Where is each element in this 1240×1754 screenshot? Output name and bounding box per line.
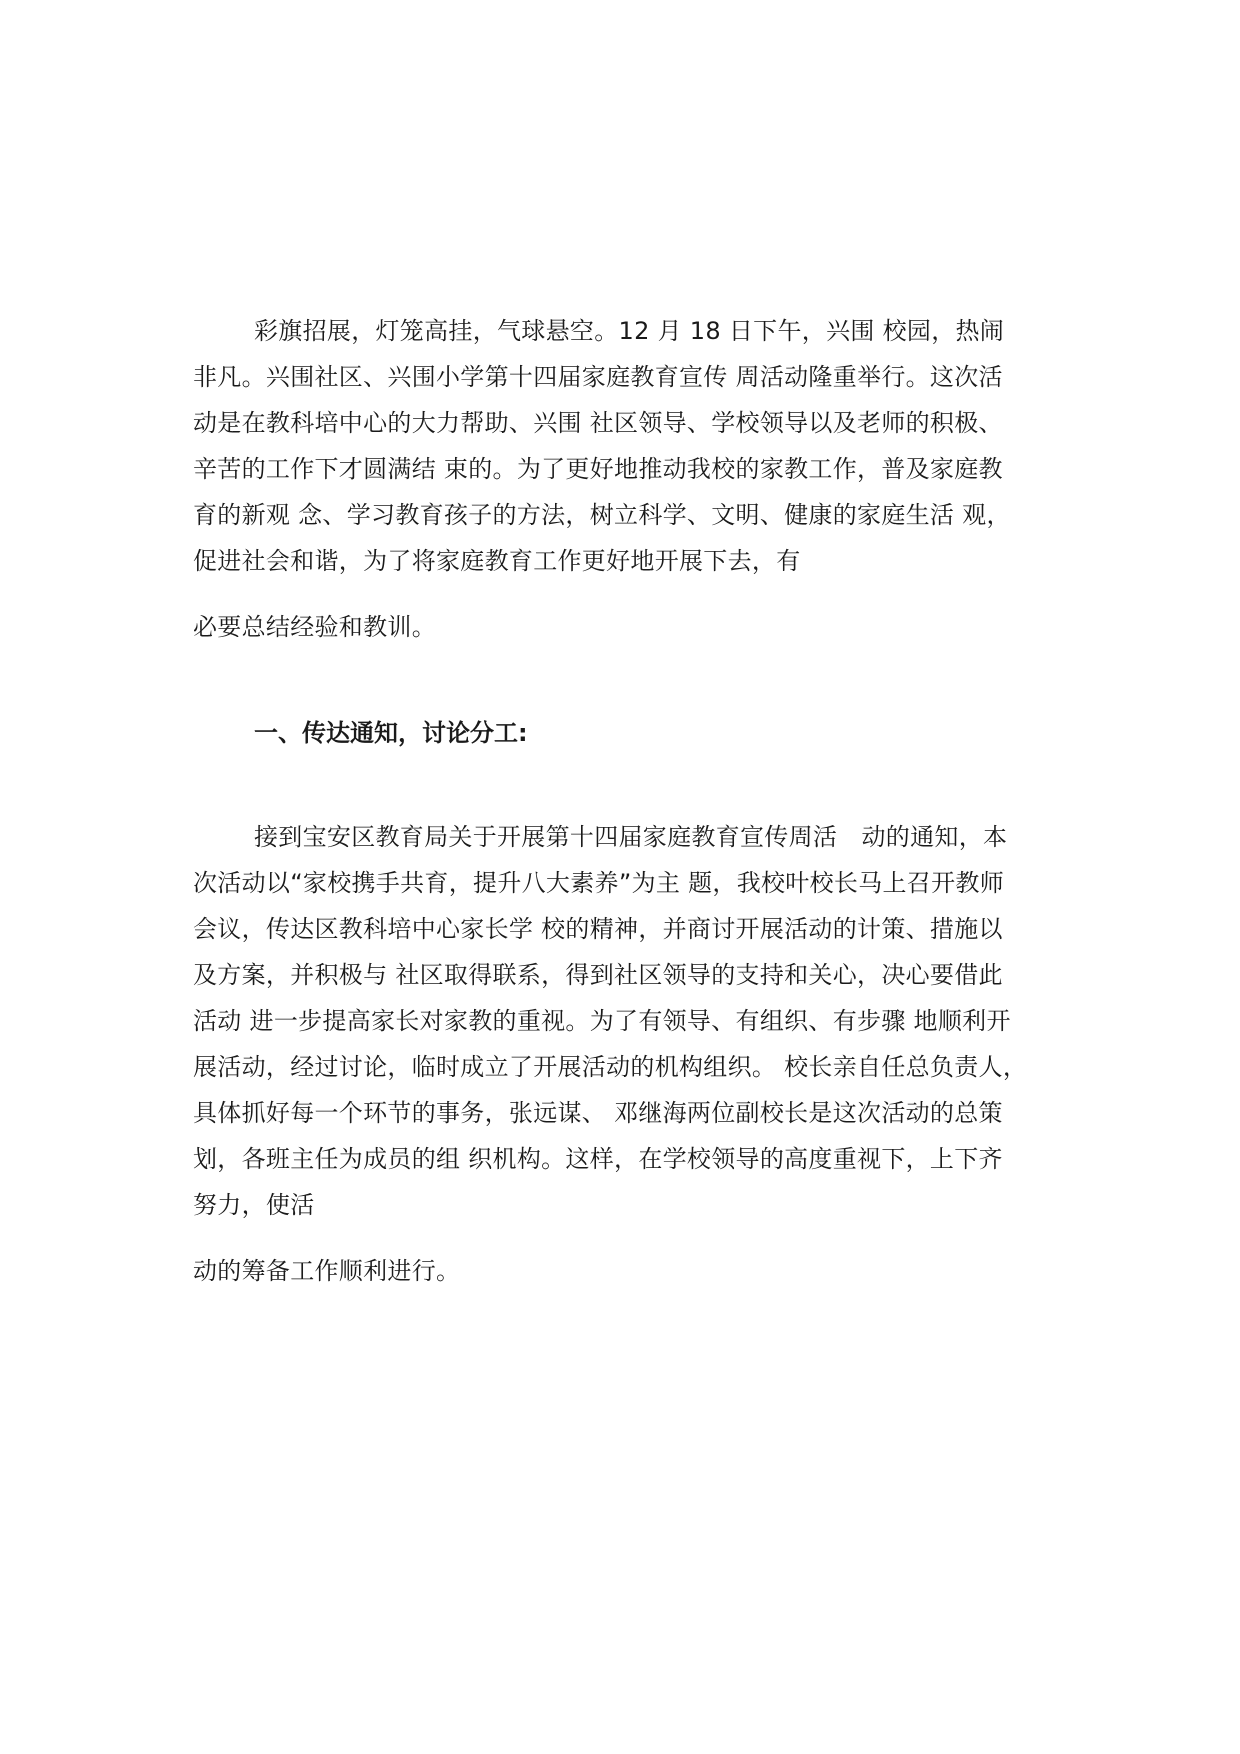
paragraph-1-line-5: 育的新观 念、学习教育孩子的方法，树立科学、文明、健康的家庭生活 观， — [193, 501, 1011, 529]
paragraph-1-line-2: 非凡。兴围社区、兴围小学第十四届家庭教育宣传 周活动隆重举行。这次活 — [193, 363, 1003, 391]
paragraph-2-line-1: 接到宝安区教育局关于开展第十四届家庭教育宣传周活 动的通知，本 — [254, 823, 1008, 851]
paragraph-2-line-7: 具体抓好每一个环节的事务，张远谋、 邓继海两位副校长是这次活动的总策 — [193, 1099, 1003, 1127]
paragraph-2-line-5: 活动 进一步提高家长对家教的重视。为了有领导、有组织、有步骤 地顺利开 — [193, 1007, 1011, 1035]
paragraph-2-line-9: 努力，使活 — [193, 1191, 315, 1219]
section-heading: 一、传达通知，讨论分工: — [254, 719, 528, 747]
paragraph-1-line-4: 辛苦的工作下才圆满结 束的。为了更好地推动我校的家教工作，普及家庭教 — [193, 455, 1003, 483]
paragraph-2-line-3: 会议，传达区教科培中心家长学 校的精神，并商讨开展活动的计策、措施以 — [193, 915, 1003, 943]
paragraph-2-line-4: 及方案，并积极与 社区取得联系，得到社区领导的支持和关心，决心要借此 — [193, 961, 1003, 989]
paragraph-2-line-6: 展活动，经过讨论，临时成立了开展活动的机构组织。 校长亲自任总负责人， — [193, 1053, 1028, 1081]
paragraph-2-tail: 动的筹备工作顺利进行。 — [193, 1257, 461, 1285]
paragraph-1-line-3: 动是在教科培中心的大力帮助、兴围 社区领导、学校领导以及老师的积极、 — [193, 409, 1003, 437]
paragraph-1-tail: 必要总结经验和教训。 — [193, 613, 436, 641]
paragraph-1-line-1: 彩旗招展，灯笼高挂，气球悬空。12 月 18 日下午，兴围 校园，热闹 — [254, 317, 1005, 345]
paragraph-1-line-6: 促进社会和谐，为了将家庭教育工作更好地开展下去，有 — [193, 547, 801, 575]
paragraph-2-line-2: 次活动以“家校携手共育，提升八大素养”为主 题，我校叶校长马上召开教师 — [193, 869, 1004, 897]
paragraph-2-line-8: 划，各班主任为成员的组 织机构。这样，在学校领导的高度重视下，上下齐 — [193, 1145, 1003, 1173]
